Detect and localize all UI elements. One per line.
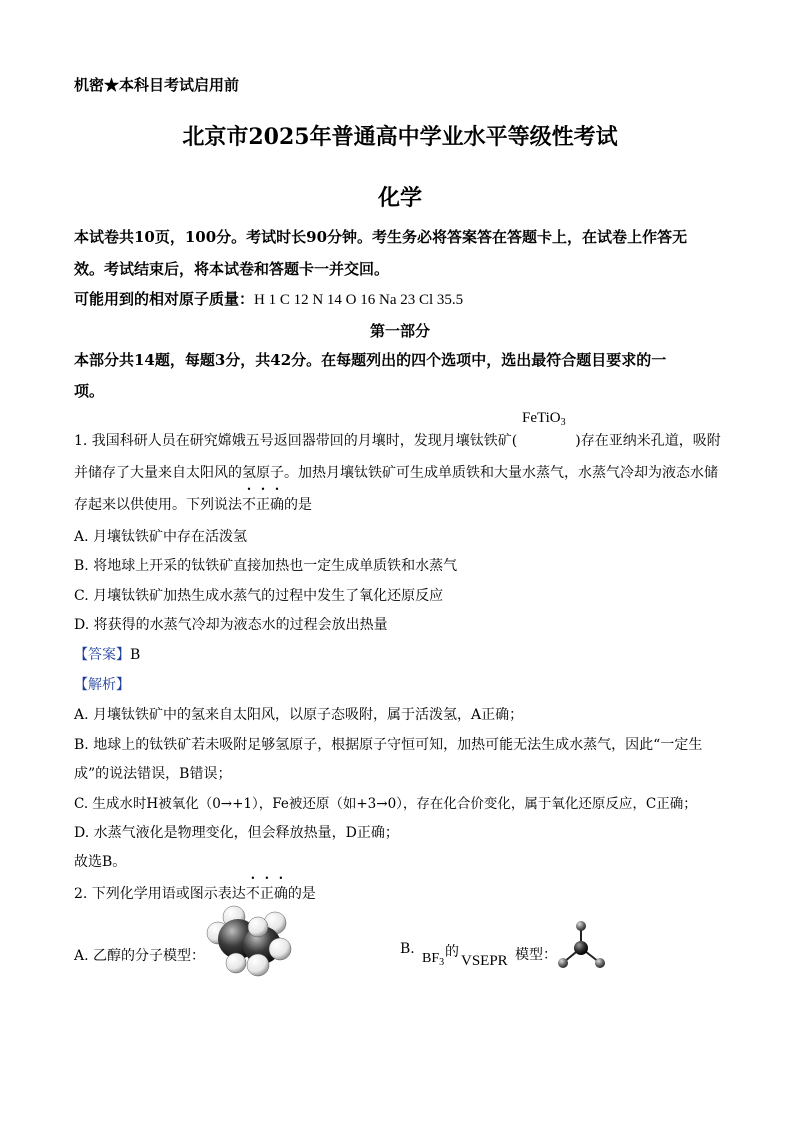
q2-neg-2: 正 [259,886,274,902]
ethanol-model-icon [200,905,300,977]
q1-option-a: A. 月壤钛铁矿中存在活泼氢 [74,529,248,545]
q2-option-b-de: 的 [445,944,459,960]
q1-option-c: C. 月壤钛铁矿加热生成水蒸气的过程中发生了氧化还原反应 [74,588,444,604]
analysis-line-4: C. 生成水时H被氧化（0→+1），Fe被还原（如+3→0），存在化合价变化，属于氧化还原反应，C正确； [74,796,697,812]
intro-line-2: 效。考试结束后，将本试卷和答题卡一并交回。 [74,260,390,278]
part1-instruction-2: 项。 [74,382,105,400]
q1-option-d: D. 将获得的水蒸气冷却为液态水的过程会放出热量 [74,617,388,633]
subject-title: 化学 [377,185,422,211]
q2-stem-a: 2. 下列化学用语或图示表达 [74,886,246,902]
part1-instruction-1: 本部分共14题，每题3分，共42分。在每题列出的四个选项中，选出最符合题目要求的一 [74,351,667,369]
q2-stem-b: 的是 [287,886,316,902]
q2-option-b-formula [422,951,444,968]
intro-line-1: 本试卷共10页，100分。考试时长90分钟。考生务必将答案答在答题卡上，在试卷上作答无 [74,228,688,246]
q2-neg-3: 确 [273,886,288,902]
atomic-masses-values: H 1 C 12 N 14 O 16 Na 23 Cl 35.5 [254,292,464,308]
part1-title: 第一部分 [369,322,430,340]
bf3-sub: 3 [439,957,445,968]
bf3-main: BF [422,951,440,966]
q1-line-1a: 1. 我国科研人员在研究嫦娥五号返回器带回的月壤时，发现月壤钛铁矿( [74,433,518,449]
q1-line-2: 并储存了大量来自太阳风的氢原子。加热月壤钛铁矿可生成单质铁和大量水蒸气，水蒸气冷却为液态水储 [74,465,718,481]
exam-title: 北京市2025年普通高中学业水平等级性考试 [182,124,618,150]
q1-line-1b: )存在亚纳米孔道，吸附 [575,433,721,449]
q1-option-b: B. 将地球上开采的钛铁矿直接加热也一定生成单质铁和水蒸气 [74,558,458,574]
analysis-line-2: B. 地球上的钛铁矿若未吸附足够氢原子，根据原子守恒可知，加热可能无法生成水蒸气，因此“一定生 [74,737,703,753]
q1-line-3b: 的是 [284,497,312,513]
q1-formula-main: FeTiO [522,410,561,426]
q2-option-b-prefix: B. [400,941,415,957]
analysis-tag: 【解析】 [74,677,130,693]
q2-option-b-vsepr: VSEPR [461,953,508,969]
q1-neg-3: 确 [270,497,284,513]
q2-stem [74,883,316,903]
q1-line-3 [74,494,312,514]
q1-answer [74,644,140,664]
atomic-masses [74,288,463,309]
analysis-line-1: A. 月壤钛铁矿中的氢来自太阳风，以原子态吸附，属于活泼氢，A正确； [74,707,524,723]
q2-option-a-label: A. 乙醇的分子模型： [74,948,206,964]
q1-formula [522,410,566,428]
confidential-label: 机密★本科目考试启用前 [74,76,240,94]
q1-line-3a: 存起来以供使用。下列说法 [74,497,242,513]
bf3-model-icon [552,918,612,972]
analysis-line-3: 成”的说法错误，B错误； [74,766,232,782]
analysis-line-6: 故选B。 [74,854,127,870]
q1-formula-sub: 3 [560,417,566,428]
analysis-line-5: D. 水蒸气液化是物理变化，但会释放热量，D正确； [74,825,399,841]
q2-neg-1: 不 [245,886,260,902]
q1-neg-2: 正 [256,497,270,513]
q1-line-1 [74,430,721,450]
q2-option-b-suffix: 模型： [515,947,557,963]
answer-tag: 【答案】 [74,647,130,663]
atomic-masses-label: 可能用到的相对原子质量： [74,290,255,308]
answer-value: B [130,647,141,663]
q1-neg-1: 不 [242,497,256,513]
